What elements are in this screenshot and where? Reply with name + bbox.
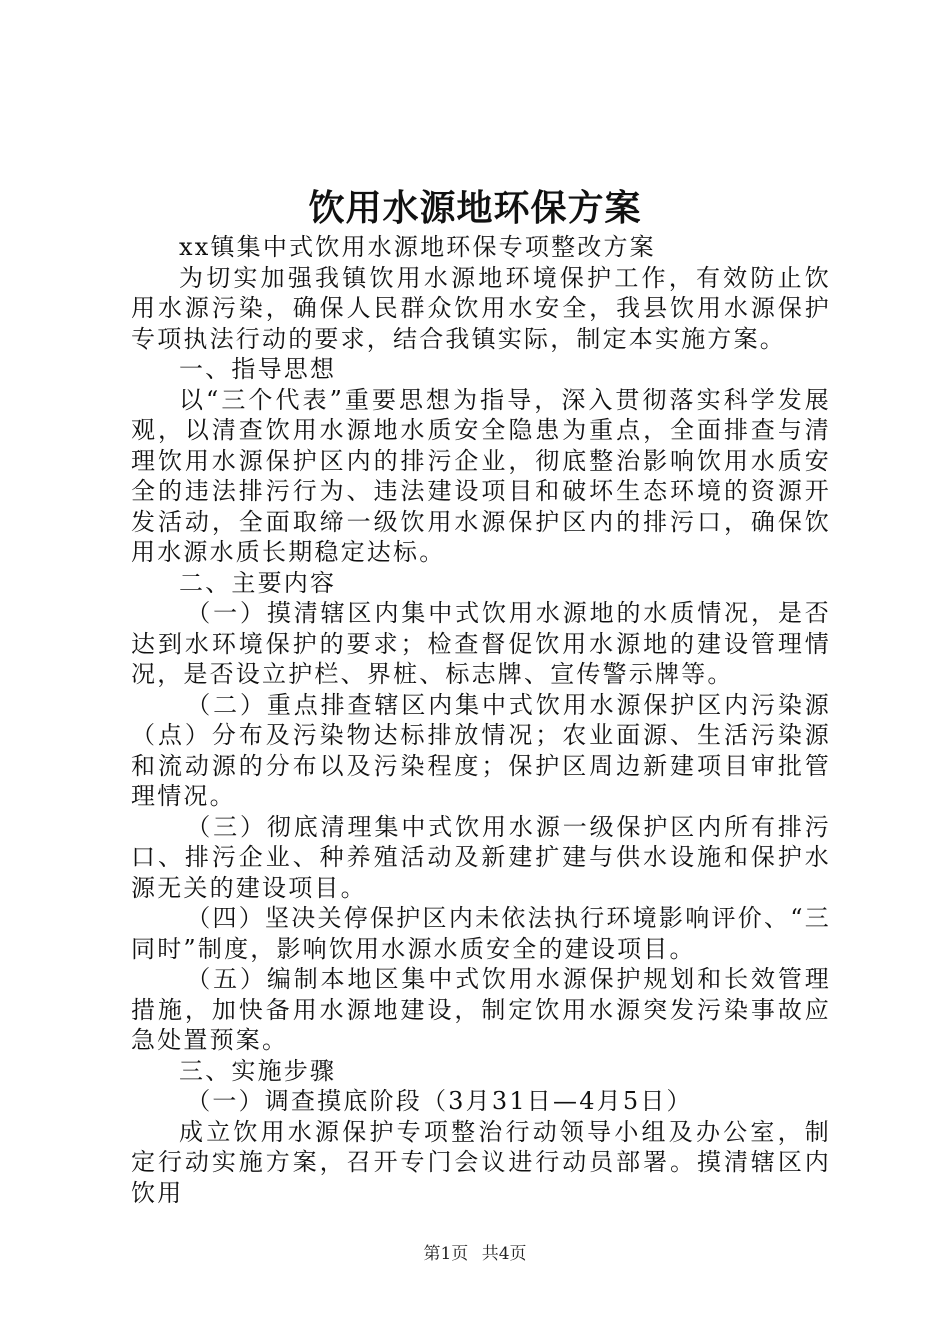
section-heading: 二、主要内容: [179, 568, 337, 597]
page-footer: [0, 1243, 950, 1265]
document-body: [131, 232, 831, 1208]
content-item: （三）彻底清理集中式饮用水源一级保护区内所有排污口、排污企业、种养殖活动及新建扩建与供水设施和保护水源无关的建设项目。: [131, 812, 831, 902]
section-heading: 三、实施步骤: [179, 1056, 337, 1085]
content-item: （二）重点排查辖区内集中式饮用水源保护区内污染源（点）分布及污染物达标排放情况；农业面源、生活污染源和流动源的分布以及污染程度；保护区周边新建项目审批管理情况。: [131, 690, 831, 810]
page-total: 共4页: [481, 1244, 527, 1264]
content-item: （四）坚决关停保护区内未依法执行环境影响评价、“三同时”制度，影响饮用水源水质安全的建设项目。: [131, 904, 831, 963]
document-title: 饮用水源地环保方案: [308, 187, 642, 229]
subtitle-paragraph: xx镇集中式饮用水源地环保专项整改方案: [179, 233, 656, 261]
content-item: （五）编制本地区集中式饮用水源保护规划和长效管理措施，加快备用水源地建设，制定饮用水源突发污染事故应急处置预案。: [131, 965, 831, 1054]
content-item: （一）摸清辖区内集中式饮用水源地的水质情况，是否达到水环境保护的要求；检查督促饮用水源地的建设管理情况，是否设立护栏、界桩、标志牌、宣传警示牌等。: [131, 599, 831, 688]
section-heading: 一、指导思想: [179, 355, 337, 383]
page-number: 第1页: [423, 1244, 469, 1264]
guiding-paragraph: 以“三个代表”重要思想为指导，深入贯彻落实科学发展观，以清查饮用水源地水质安全隐患为重点，全面排查与清理饮用水源保护区内的排污企业，彻底整治影响饮用水质安全的违法排污行为、违法建设项目和破坏生态环境的资源开发活动，全面取缔一级饮用水源保护区内的排污口，确保饮用水源水质长期稳定达标。: [131, 385, 831, 566]
intro-paragraph: 为切实加强我镇饮用水源地环境保护工作，有效防止饮用水源污染，确保人民群众饮用水安全，我县饮用水源保护专项执法行动的要求，结合我镇实际，制定本实施方案。: [131, 263, 831, 353]
step-heading: （一）调查摸底阶段（3月31日—4月5日）: [186, 1087, 693, 1115]
step-paragraph: 成立饮用水源保护专项整治行动领导小组及办公室，制定行动实施方案，召开专门会议进行动员部署。摸清辖区内饮用: [131, 1117, 831, 1207]
